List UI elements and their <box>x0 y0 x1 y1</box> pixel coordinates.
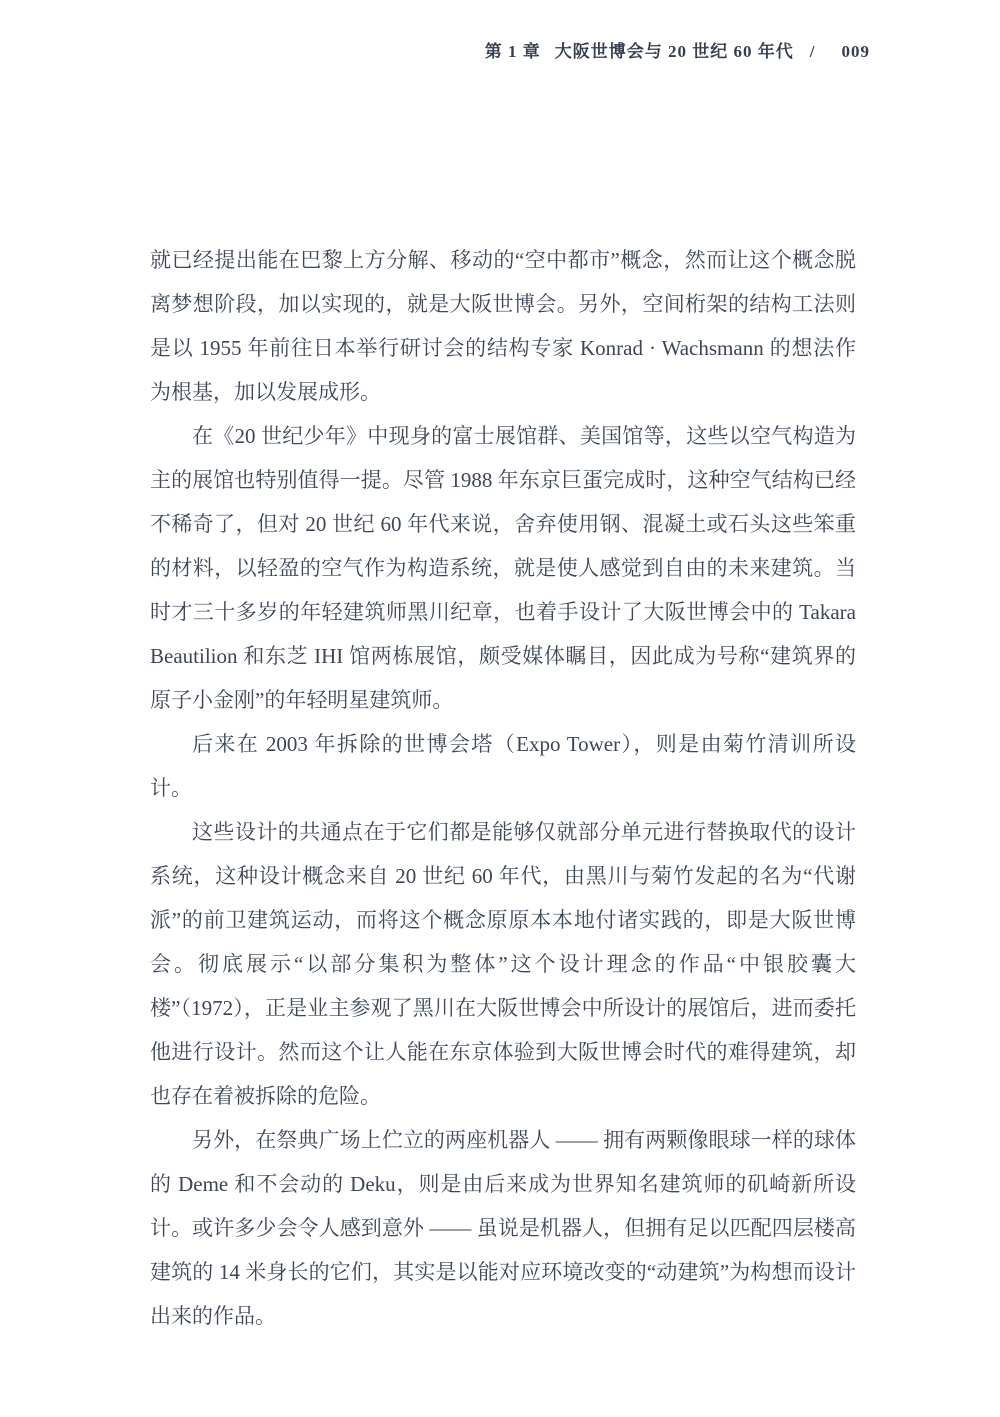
paragraph-4: 这些设计的共通点在于它们都是能够仅就部分单元进行替换取代的设计系统，这种设计概念来自 20 世纪 60 年代，由黑川与菊竹发起的名为“代谢派”的前卫建筑运动，而将这个概念原原本本地付诸实践的，即是大阪世博会。彻底展示“以部分集积为整体”这个设计理念的作品“中银胶囊大楼”（1972），正是业主参观了黑川在大阪世博会中所设计的展馆后，进而委托他进行设计。然而这个让人能在东京体验到大阪世博会时代的难得建筑，却也存在着被拆除的危险。 <box>150 820 856 1108</box>
header-separator: / <box>809 42 816 61</box>
body-text <box>150 238 856 1338</box>
chapter-title: 大阪世博会与 20 世纪 60 年代 <box>554 42 794 61</box>
running-header <box>0 40 870 64</box>
paragraph-5: 另外，在祭典广场上伫立的两座机器人 —— 拥有两颗像眼球一样的球体的 Deme 和不会动的 Deku，则是由后来成为世界知名建筑师的矶崎新所设计。或许多少会令人感到意外 —— 虽说是机器人，但拥有足以匹配四层楼高建筑的 14 米身长的它们，其实是以能对应环境改变的“动建筑”为构想而设计出来的作品。 <box>150 1128 856 1328</box>
paragraph-3: 后来在 2003 年拆除的世博会塔（Expo Tower），则是由菊竹清训所设计。 <box>150 732 856 800</box>
page-number: 009 <box>841 42 870 61</box>
paragraph-2: 在《20 世纪少年》中现身的富士展馆群、美国馆等，这些以空气构造为主的展馆也特别值得一提。尽管 1988 年东京巨蛋完成时，这种空气结构已经不稀奇了，但对 20 世纪 60 年代来说，舍弃使用钢、混凝土或石头这些笨重的材料，以轻盈的空气作为构造系统，就是使人感觉到自由的未来建筑。当时才三十多岁的年轻建筑师黑川纪章，也着手设计了大阪世博会中的 Takara Beautilion 和东芝 IHI 馆两栋展馆，颇受媒体瞩目，因此成为号称“建筑界的原子小金刚”的年轻明星建筑师。 <box>150 424 856 712</box>
chapter-label: 第 1 章 <box>484 42 541 61</box>
paragraph-1: 就已经提出能在巴黎上方分解、移动的“空中都市”概念，然而让这个概念脱离梦想阶段，加以实现的，就是大阪世博会。另外，空间桁架的结构工法则是以 1955 年前往日本举行研讨会的结构专家 Konrad · Wachsmann 的想法作为根基，加以发展成形。 <box>150 248 856 404</box>
